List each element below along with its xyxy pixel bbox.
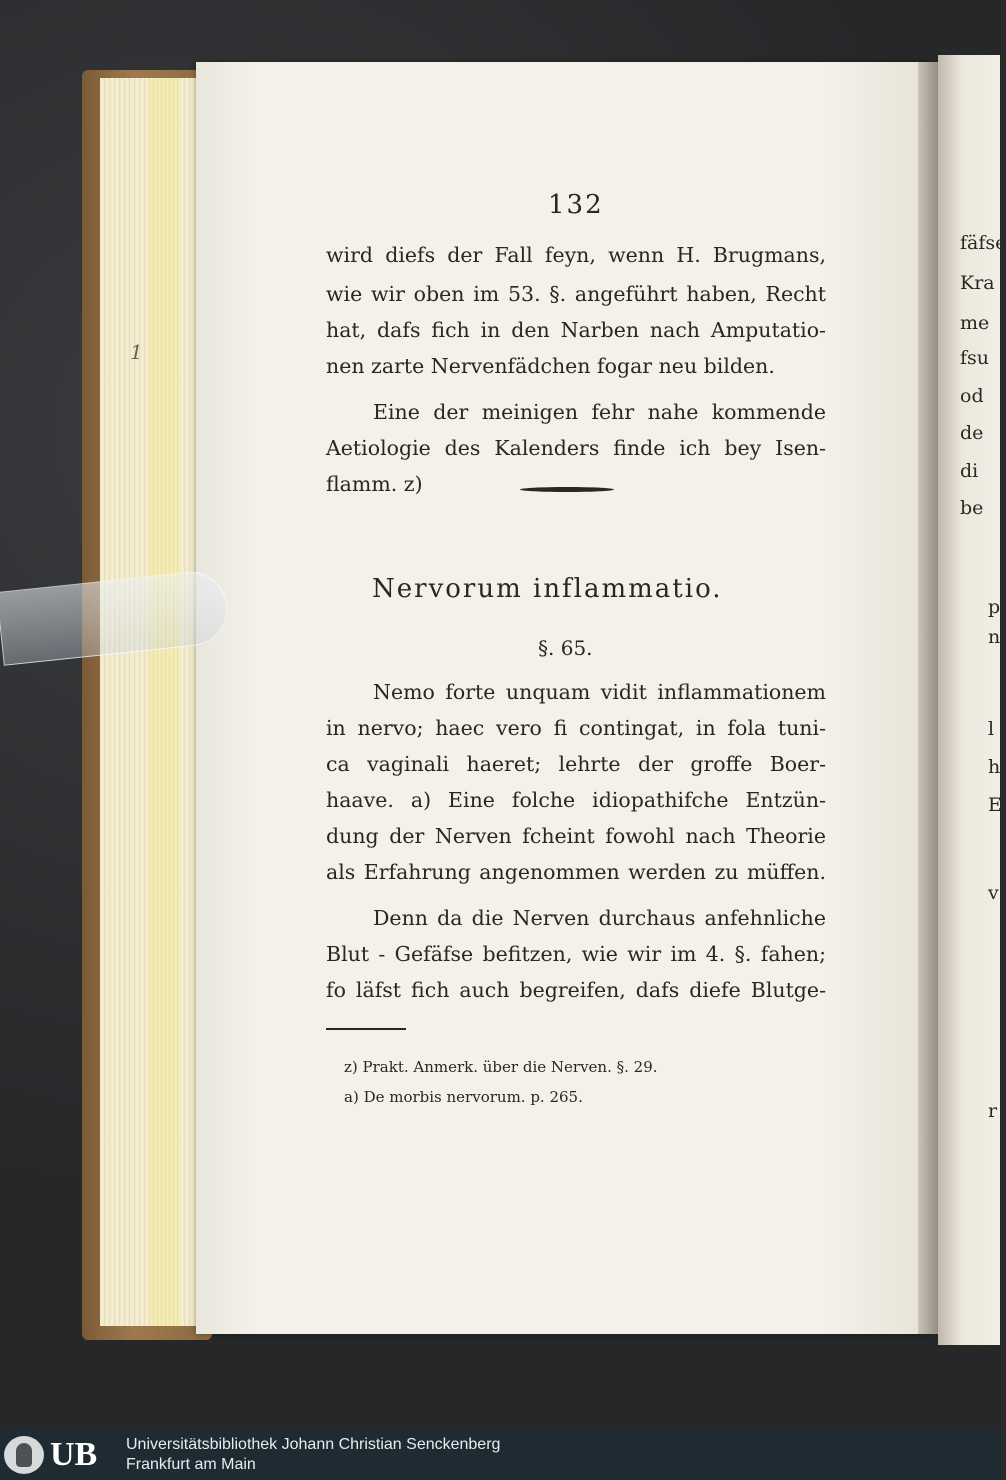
footnote-rule (326, 1028, 406, 1030)
text-line: dung der Nerven fcheint fowohl nach Theorie (326, 824, 826, 848)
portrait-seal-icon (4, 1436, 44, 1474)
text-line: Eine der meinigen fehr nahe kommende (373, 400, 826, 424)
text-line: wie wir oben im 53. §. angeführt haben, Recht (326, 282, 826, 306)
section-number: §. 65. (538, 636, 593, 660)
section-ornament (520, 487, 614, 492)
text-line: als Erfahrung angenommen werden zu müffen. (326, 860, 826, 884)
library-logo (4, 1436, 116, 1474)
text-line: hat, dafs fich in den Narben nach Amputatio- (326, 318, 826, 342)
logo-text: UB (50, 1436, 98, 1473)
book-gutter (918, 62, 940, 1334)
right-fragment: fsu (960, 347, 990, 369)
page-number: 132 (548, 190, 604, 220)
right-fragment: di (960, 460, 979, 482)
text-line: fo läfst fich auch begreifen, dafs diefe Blutge- (326, 978, 826, 1002)
text-line: Denn da die Nerven durchaus anfehnliche (373, 906, 826, 930)
text-line: Blut - Gefäfse befitzen, wie wir im 4. §. fahen; (326, 942, 826, 966)
right-fragment: p (988, 596, 1001, 618)
right-fragment: E (988, 794, 1002, 816)
right-fragment: r (988, 1100, 998, 1122)
right-fragment: me (960, 312, 990, 334)
right-fragment: be (960, 497, 984, 519)
page-stack-yellowed (150, 78, 180, 1326)
right-fragment: h (988, 756, 1001, 778)
right-fragment: de (960, 422, 984, 444)
text-line: flamm. z) (326, 472, 423, 496)
right-fragment: v (988, 882, 999, 904)
library-name: Universitätsbibliothek Johann Christian Senckenberg (126, 1436, 501, 1453)
library-city: Frankfurt am Main (126, 1456, 256, 1473)
text-line: Aetiologie des Kalenders finde ich bey Isen- (326, 436, 826, 460)
text-line: in nervo; haec vero fi contingat, in fola tuni- (326, 716, 826, 740)
margin-pencil-mark: 1 (130, 340, 143, 364)
section-heading: Nervorum inflammatio. (372, 574, 723, 604)
text-line: wird diefs der Fall feyn, wenn H. Brugmans, (326, 243, 826, 267)
text-line: ca vaginali haeret; lehrte der groffe Boer- (326, 752, 826, 776)
footnote: a) De morbis nervorum. p. 265. (344, 1088, 583, 1106)
right-fragment: n (988, 626, 1001, 648)
footer-bar (0, 1430, 1000, 1480)
right-fragment: l (988, 718, 995, 740)
right-fragment: od (960, 385, 984, 407)
right-fragment: fäfse (960, 232, 1006, 254)
footnote: z) Prakt. Anmerk. über die Nerven. §. 29. (344, 1058, 658, 1076)
right-fragment: Kra (960, 272, 995, 294)
text-line: nen zarte Nervenfädchen fogar neu bilden. (326, 354, 775, 378)
text-line: haave. a) Eine folche idiopathifche Entzün- (326, 788, 826, 812)
text-line: Nemo forte unquam vidit inflammationem (373, 680, 826, 704)
